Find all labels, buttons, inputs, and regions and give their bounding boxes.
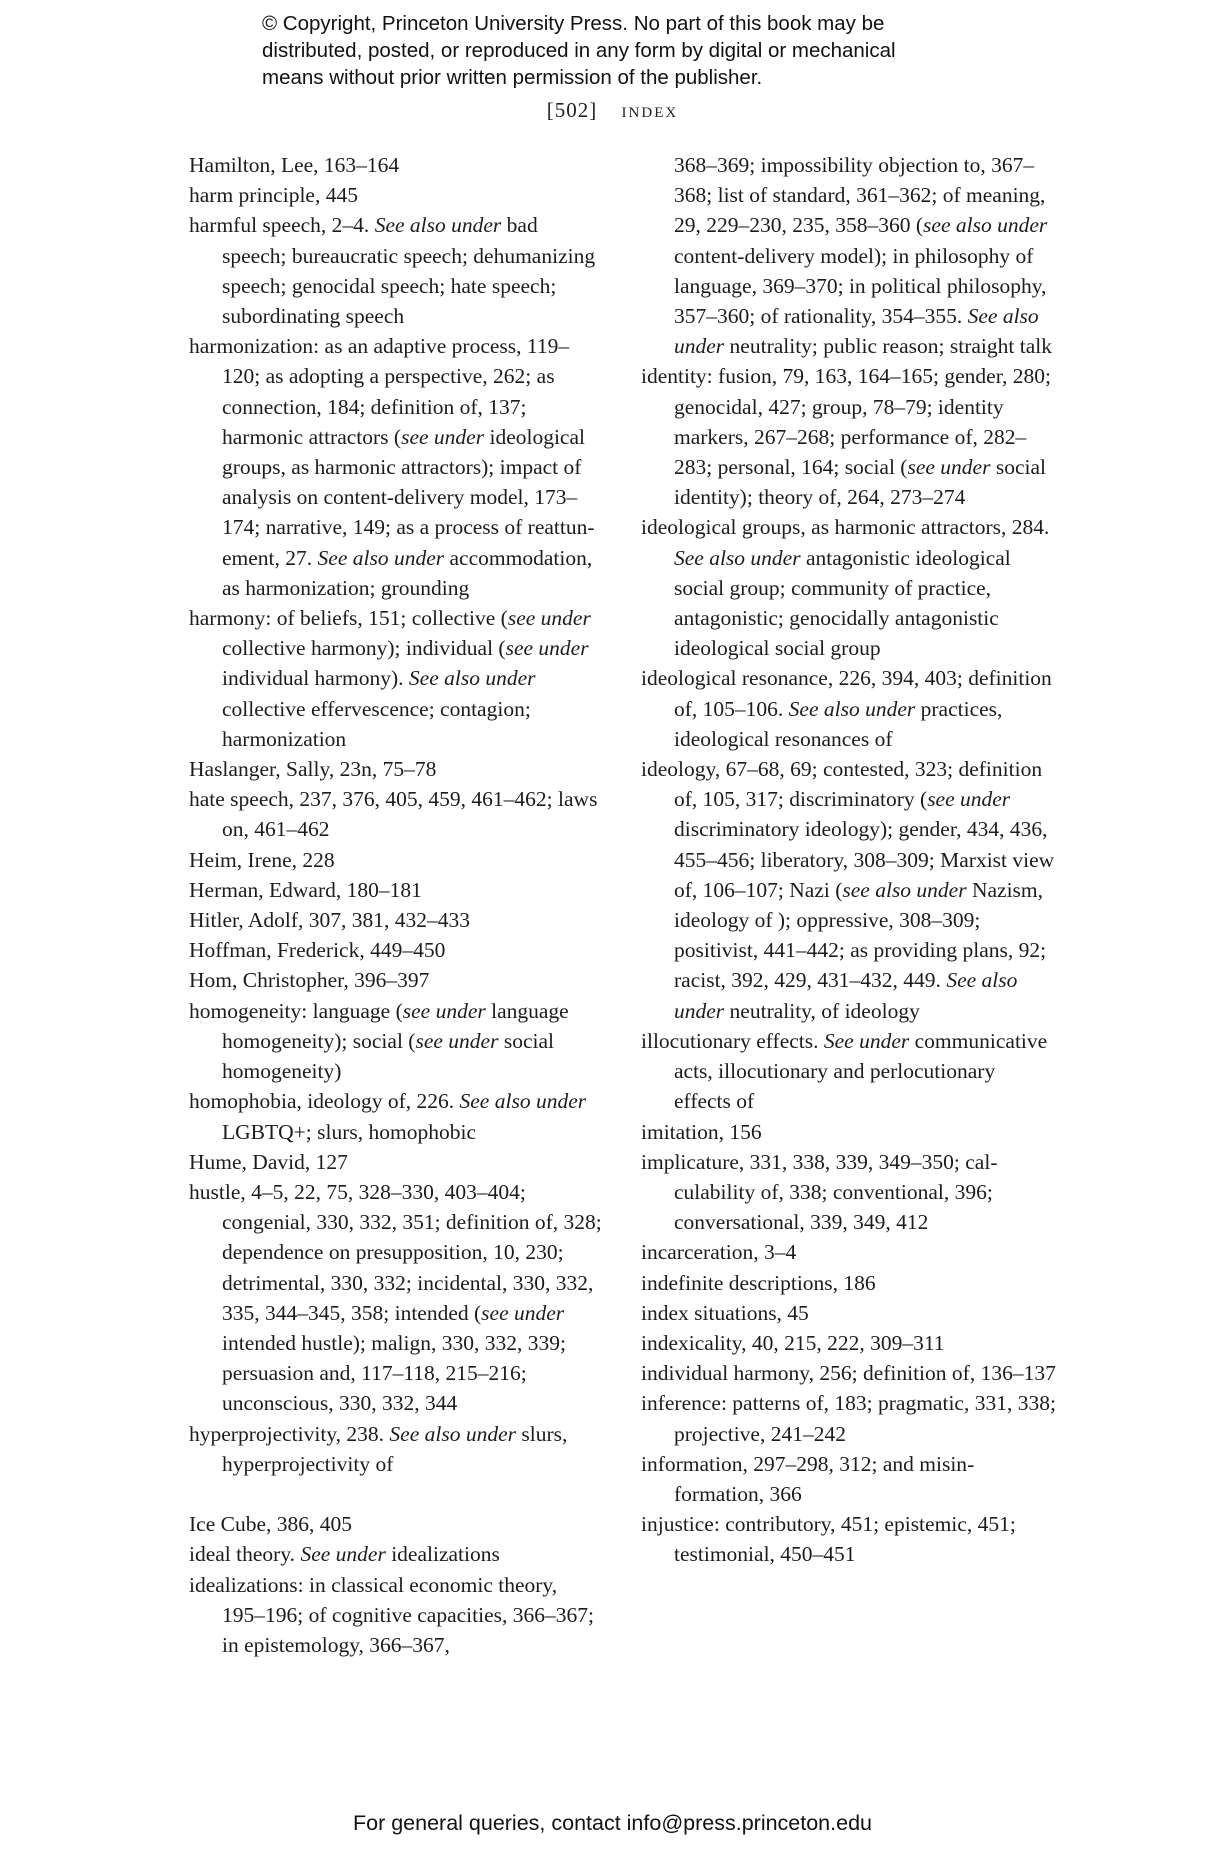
entry-text: social identity); theory of, 264, 273–274 [674, 455, 1046, 510]
entry-text: idealizations [385, 1542, 500, 1567]
entry-text: neutrality, of ideology [724, 998, 920, 1023]
index-entry [189, 331, 604, 603]
entry-text: Heim, Irene, 228 [189, 847, 335, 872]
index-entry [189, 1570, 604, 1661]
index-entry [641, 1298, 1056, 1328]
entry-text: language homogeneity); social ( [222, 998, 569, 1053]
index-entry [641, 361, 1056, 512]
entry-text: intended hustle); malign, 330, 332, 339; persuasion and, 117–118, 215–216; unconscious, 330, 332, 344 [222, 1330, 566, 1416]
entry-text: incarceration, 3–4 [641, 1240, 797, 1265]
entry-text: information, 297–298, 312; and misinformation, 366 [641, 1451, 975, 1506]
index-entry [641, 754, 1056, 1026]
index-entry [189, 875, 604, 905]
entry-text: collective effervescence; contagion; harmonization [222, 696, 531, 751]
cross-reference-label: see under [507, 606, 591, 631]
index-column-left [189, 150, 604, 1660]
entry-text: Haslanger, Sally, 23n, 75–78 [189, 757, 437, 782]
entry-text: individual harmony). [222, 666, 409, 691]
entry-text: hyperprojectivity, 238. [189, 1421, 390, 1446]
index-column-right [641, 150, 1056, 1570]
copyright-line: means without prior written permission of the publisher. [262, 66, 763, 89]
entry-text: individual harmony, 256; definition of, 136–137 [641, 1361, 1056, 1386]
index-entry [189, 935, 604, 965]
running-head [0, 98, 1225, 123]
entry-text: bad speech; bureaucratic speech; dehumanizing speech; genocidal speech; hate speech; subordinating speech [222, 213, 596, 329]
entry-text: inference: patterns of, 183; pragmatic, 331, 338; projective, 241–242 [641, 1391, 1056, 1446]
cross-reference-label: See under [300, 1542, 386, 1567]
entry-text: Hume, David, 127 [189, 1149, 348, 1174]
entry-text: hustle, 4–5, 22, 75, 328–330, 403–404; congenial, 330, 332, 351; definition of, 328; dependence on presupposition, 10, 230; detrimental, 330, 332; incidental, 330, 332, 335, 344–345, 358; intended ( [189, 1179, 602, 1325]
entry-gap [189, 1479, 604, 1509]
entry-text: Nazism, ideology of ); oppressive, 308–309; positivist, 441–442; as providing plans, 92; racist, 392, 429, 431–432, 449. [674, 877, 1047, 993]
index-entry [189, 996, 604, 1087]
entry-text: harmony: of beliefs, 151; collective ( [189, 606, 508, 631]
cross-reference-label: see under [505, 636, 589, 661]
cross-reference-label: see also under [842, 877, 967, 902]
index-entry [641, 663, 1056, 754]
cross-reference-label: See also under [674, 545, 801, 570]
copyright-notice [262, 10, 1022, 91]
entry-text: ideal theory. [189, 1542, 301, 1567]
index-entry [189, 1086, 604, 1146]
index-entry [641, 1147, 1056, 1238]
entry-text: indexicality, 40, 215, 222, 309–311 [641, 1330, 945, 1355]
cross-reference-label: see under [415, 1028, 499, 1053]
cross-reference-label: See under [823, 1028, 910, 1053]
cross-reference-label: See also under [389, 1421, 517, 1446]
entry-text: antagonistic ideological social group; community of practice, antagonistic; genocidally antagonistic ideological social group [674, 545, 1011, 661]
cross-reference-label: see under [402, 998, 486, 1023]
index-entry [189, 845, 604, 875]
entry-text: harmonization: as an adaptive process, 119–120; as adopting a perspective, 262; as connection, 184; definition of, 137; harmonic attractors ( [189, 334, 570, 449]
entry-text: hate speech, 237, 376, 405, 459, 461–462; laws on, 461–462 [189, 787, 598, 842]
cross-reference-label: See also under [674, 968, 1018, 1023]
index-entry [641, 1268, 1056, 1298]
copyright-line: distributed, posted, or reproduced in any form by digital or mechanical [262, 39, 896, 62]
entry-text: Hamilton, Lee, 163–164 [189, 153, 400, 177]
entry-text: neutrality; public reason; straight talk [724, 334, 1052, 359]
footer-contact: For general queries, contact info@press.princeton.edu [352, 1811, 872, 1835]
entry-text: homogeneity: language ( [189, 998, 403, 1023]
entry-text: Ice Cube, 386, 405 [189, 1512, 353, 1537]
entry-text: ideological groups, as harmonic attractors, 284. [641, 515, 1050, 540]
entry-text: content-delivery model); in philosophy of language, 369–370; in political philosophy, 357–360; of rationality, 354–355. [674, 243, 1047, 329]
cross-reference-label: See also under [459, 1089, 587, 1114]
index-entry [189, 1539, 604, 1569]
copyright-line: © Copyright, Princeton University Press. No part of this book may be [262, 12, 885, 35]
entry-text: injustice: contributory, 451; epistemic, 451; testimonial, 450–451 [641, 1512, 1016, 1567]
index-entry [189, 603, 604, 754]
index-entry [641, 1117, 1056, 1147]
index-entry [189, 965, 604, 995]
index-entry [641, 512, 1056, 663]
cross-reference-label: See also under [317, 545, 445, 570]
entry-text: LGBTQ+; slurs, homophobic [222, 1119, 476, 1144]
index-entry [641, 1328, 1056, 1358]
cross-reference-label: See also under [408, 666, 536, 691]
index-entry [641, 1358, 1056, 1388]
entry-text: 368–369; impossibility objection to, 367–368; list of standard, 361–362; of meaning, 29, 229–230, 235, 358–360 ( [674, 153, 1046, 238]
entry-text: practices, ideological resonances of [674, 696, 1003, 751]
entry-text: Hom, Christopher, 396–397 [189, 968, 430, 993]
cross-reference-label: See also under [788, 696, 916, 721]
entry-text: discriminatory ideology); gender, 434, 436, 455–456; liberatory, 308–309; Marxist view of, 106–107; Nazi ( [674, 817, 1055, 902]
cross-reference-label: see under [401, 424, 485, 449]
index-entry [641, 1237, 1056, 1267]
entry-text: social homogeneity) [222, 1028, 554, 1084]
entry-text: accommodation, as harmonization; grounding [222, 545, 593, 600]
entry-text: harmful speech, 2–4. [189, 213, 375, 238]
entry-text: index situations, 45 [641, 1300, 809, 1325]
cross-reference-label: see also under [923, 213, 1048, 238]
cross-reference-label: see under [907, 455, 991, 480]
index-entry [641, 1449, 1056, 1509]
entry-text: harm principle, 445 [189, 183, 358, 208]
index-entry [189, 784, 604, 844]
index-entry [189, 180, 604, 210]
index-entry [189, 1147, 604, 1177]
entry-text: homophobia, ideology of, 226. [189, 1089, 460, 1114]
entry-text: Herman, Edward, 180–181 [189, 877, 422, 902]
index-entry [189, 150, 604, 180]
entry-text: Hoffman, Frederick, 449–450 [189, 938, 446, 963]
entry-text: slurs, hyperprojectivity of [222, 1421, 568, 1476]
entry-text: ideological resonance, 226, 394, 403; definition of, 105–106. [641, 666, 1052, 721]
index-entry-continued [641, 150, 1056, 361]
index-entry [641, 1388, 1056, 1448]
entry-text: identity: fusion, 79, 163, 164–165; gender, 280; genocidal, 427; group, 78–79; identity markers, 267–268; performance of, 282–283; personal, 164; social ( [641, 364, 1051, 480]
entry-text: collective harmony); individual ( [222, 636, 506, 661]
index-entry [189, 210, 604, 331]
cross-reference-label: See also under [374, 213, 502, 238]
index-entry [189, 1177, 604, 1419]
index-entry [641, 1509, 1056, 1569]
index-entry [189, 1419, 604, 1479]
entry-text: ideological groups, as harmonic attractors); impact of analysis on content-delivery model, 173–174; narrative, 149; as a process of reattunement, 27. [222, 424, 595, 570]
entry-text: ideology, 67–68, 69; contested, 323; definition of, 105, 317; discriminatory ( [641, 757, 1043, 812]
entry-text: idealizations: in classical economic theory, 195–196; of cognitive capacities, 366–367; in epistemology, 366–367, [189, 1572, 594, 1657]
index-entry [641, 1026, 1056, 1117]
entry-text: communicative acts, illocutionary and perlocutionary effects of [674, 1028, 1048, 1114]
index-entry [189, 905, 604, 935]
index-entry [189, 754, 604, 784]
entry-text: indefinite descriptions, 186 [641, 1270, 876, 1295]
cross-reference-label: see under [927, 787, 1011, 812]
page-number: [502] [546, 98, 598, 122]
index-entry [189, 1509, 604, 1539]
entry-text: Hitler, Adolf, 307, 381, 432–433 [189, 908, 471, 933]
cross-reference-label: see under [481, 1300, 565, 1325]
entry-text: illocutionary effects. [641, 1028, 824, 1053]
cross-reference-label: See also under [674, 304, 1039, 359]
section-title: index [621, 98, 679, 122]
entry-text: implicature, 331, 338, 339, 349–350; calculability of, 338; conventional, 396; conversational, 339, 349, 412 [641, 1149, 998, 1235]
entry-text: imitation, 156 [641, 1119, 762, 1144]
